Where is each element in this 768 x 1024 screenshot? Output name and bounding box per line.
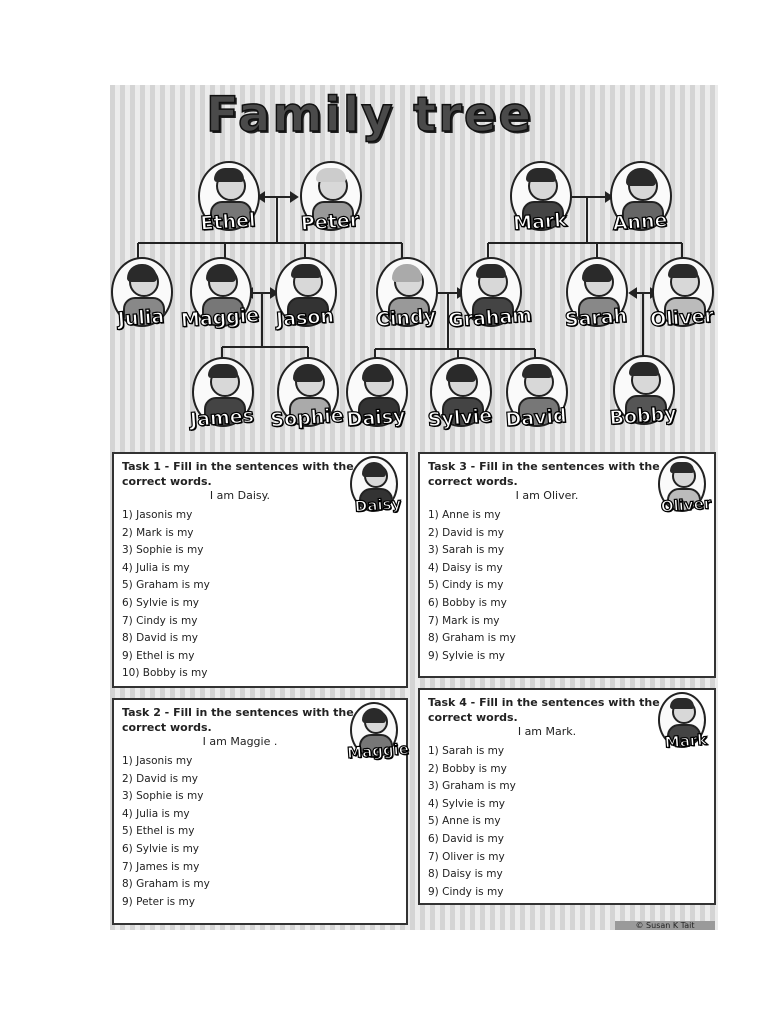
task-intro: I am Maggie . (202, 735, 278, 748)
task-3-box (418, 452, 716, 678)
sentence: 2) David is my (428, 526, 504, 539)
person-sarah (556, 257, 636, 357)
person-name: Bobby (608, 402, 678, 430)
task-title: Task 3 - Fill in the sentences with the correct words. (428, 460, 660, 488)
sentence: 4) Daisy is my (428, 561, 503, 574)
sentence: 2) David is my (122, 772, 198, 785)
sentence: 8) Graham is my (122, 878, 210, 891)
sentence: 6) Bobby is my (428, 596, 507, 609)
sentence: 10) Bobby is my (122, 667, 208, 680)
copyright-notice: © Susan K Tait (615, 921, 715, 930)
sentence: 8) Graham is my (428, 632, 516, 645)
sentence: 9) Sylvie is my (428, 649, 506, 662)
sentence: 1) Jasonis my (122, 755, 193, 767)
sentence: 5) Ethel is my (122, 825, 195, 838)
sentence: 9) Peter is my (122, 895, 195, 908)
person-peter (290, 161, 370, 261)
sentence: 2) Mark is my (122, 526, 194, 539)
sentence: 5) Anne is my (428, 815, 501, 828)
task-avatar (348, 456, 402, 518)
person-name: Peter (300, 208, 360, 236)
sentence: 7) James is my (122, 860, 200, 873)
sentence: 5) Graham is my (122, 579, 210, 592)
person-oliver (642, 257, 718, 357)
person-name: David (504, 404, 568, 432)
person-name: Sylvie (427, 404, 493, 432)
sentence: 7) Cindy is my (122, 614, 198, 627)
sentence: 7) Mark is my (428, 614, 500, 627)
task-sentences (428, 743, 516, 901)
person-ethel (188, 161, 268, 261)
task-sentences (428, 507, 516, 665)
person-cindy (366, 257, 446, 357)
task-sentences (122, 753, 210, 911)
person-graham (447, 257, 533, 357)
person-name: Ethel (199, 209, 257, 235)
person-name: Graham (447, 304, 533, 332)
task-4-box (418, 688, 716, 905)
person-name: Julia (117, 305, 165, 331)
sentence: 8) Daisy is my (428, 868, 503, 881)
person-mark (500, 161, 580, 261)
sentence: 9) Cindy is my (428, 885, 504, 898)
avatar-name: Daisy (354, 494, 402, 516)
avatar-name: Maggie (346, 739, 410, 763)
task-avatar (346, 702, 410, 764)
person-name: Maggie (180, 304, 260, 332)
person-name: Sophie (269, 404, 345, 432)
task-intro: I am Daisy. (209, 489, 271, 502)
person-name: Oliver (649, 304, 715, 332)
person-julia (110, 257, 181, 357)
sentence: 3) Sophie is my (122, 544, 204, 557)
person-daisy (336, 357, 416, 457)
sentence: 6) Sylvie is my (122, 596, 200, 609)
person-bobby (603, 355, 683, 455)
person-name: James (189, 404, 255, 432)
person-james (182, 357, 262, 457)
sentence: 4) Julia is my (122, 561, 190, 574)
person-name: Anne (611, 209, 669, 235)
sentence: 3) Sarah is my (428, 544, 505, 557)
task-title: Task 2 - Fill in the sentences with the correct words. (122, 706, 354, 734)
page-title: Family tree (206, 87, 534, 143)
sentence: 4) Julia is my (122, 807, 190, 820)
person-name: Cindy (375, 304, 437, 332)
task-2-box (112, 698, 408, 925)
sentence: 8) David is my (122, 632, 198, 645)
sentence: 3) Graham is my (428, 780, 516, 793)
task-intro: I am Mark. (517, 725, 577, 738)
task-1-box (112, 452, 408, 688)
person-name: Jason (275, 305, 335, 331)
person-sophie (267, 357, 347, 457)
sentence: 3) Sophie is my (122, 790, 204, 803)
sentence: 1) Sarah is my (428, 745, 505, 757)
person-jason (265, 257, 345, 357)
worksheet (110, 85, 718, 930)
task-sentences (122, 507, 210, 683)
person-name: Daisy (345, 404, 407, 432)
person-maggie (180, 257, 260, 357)
person-david (496, 357, 576, 457)
task-intro: I am Oliver. (515, 489, 579, 502)
task-title: Task 1 - Fill in the sentences with the correct words. (122, 460, 354, 488)
sentence: 1) Jasonis my (122, 509, 193, 521)
person-sylvie (420, 357, 500, 457)
person-name: Sarah (564, 304, 628, 332)
task-avatar (656, 456, 712, 518)
person-name: Mark (512, 209, 568, 235)
sentence: 7) Oliver is my (428, 850, 505, 863)
person-anne (600, 161, 680, 261)
sentence: 1) Anne is my (428, 509, 501, 521)
sentence: 4) Sylvie is my (428, 797, 506, 810)
sentence: 2) Bobby is my (428, 762, 507, 775)
sentence: 9) Ethel is my (122, 649, 195, 662)
avatar-name: Mark (664, 730, 708, 752)
sentence: 6) David is my (428, 832, 504, 845)
sentence: 5) Cindy is my (428, 579, 504, 592)
avatar-name: Oliver (660, 494, 712, 516)
task-title: Task 4 - Fill in the sentences with the correct words. (428, 696, 660, 724)
sentence: 6) Sylvie is my (122, 842, 200, 855)
task-avatar (656, 692, 706, 754)
